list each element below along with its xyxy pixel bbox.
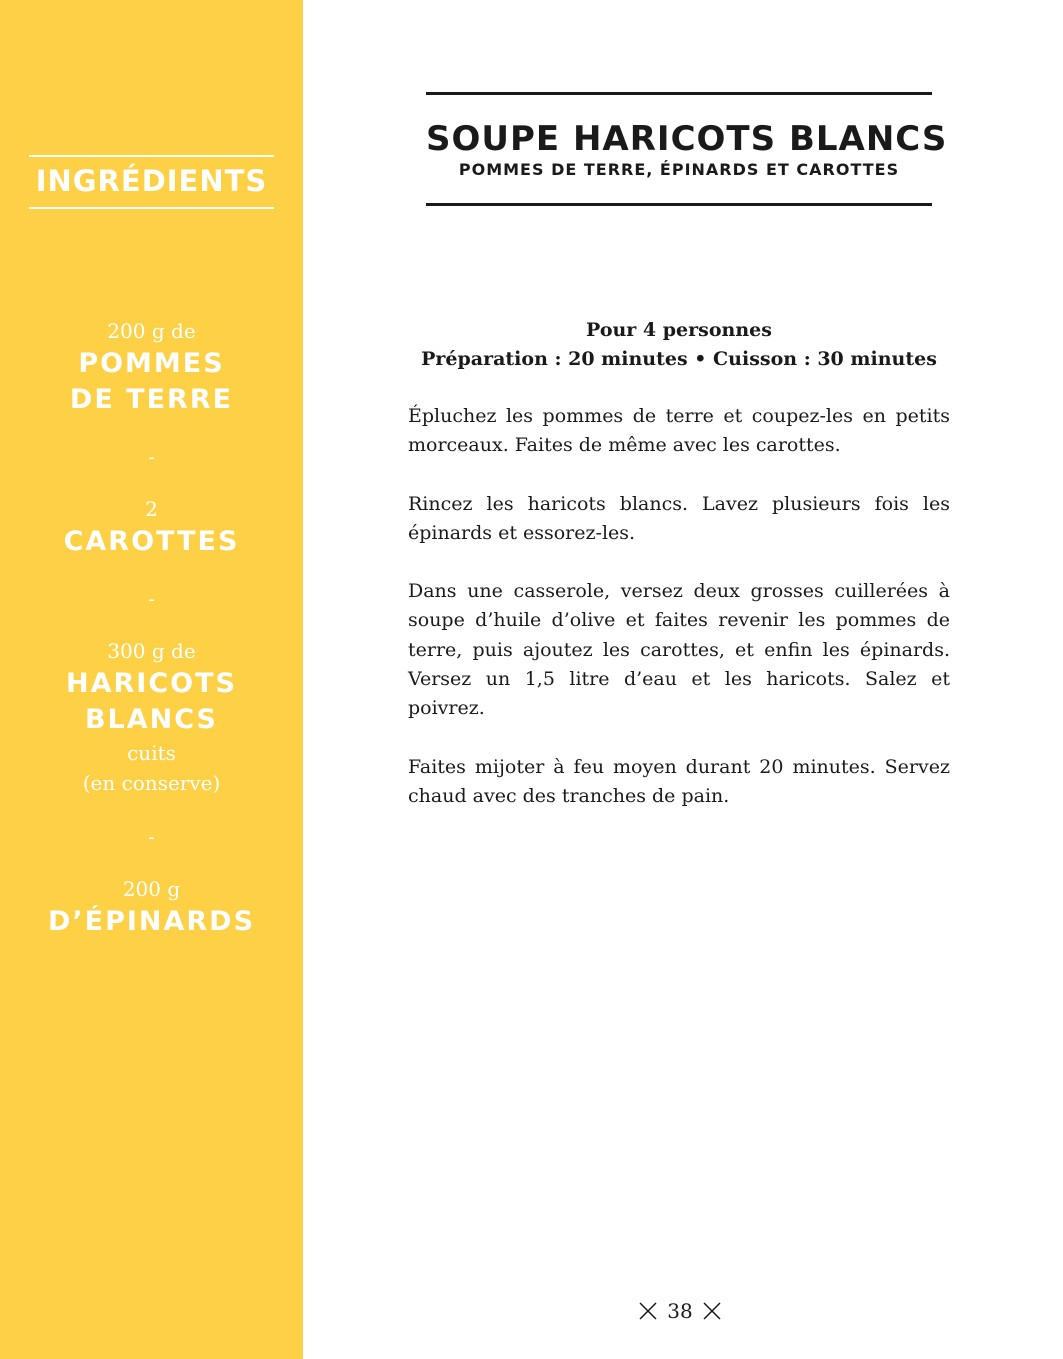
recipe-step: Rincez les haricots blancs. Lavez plusieurs fois les épinards et essorez-les. bbox=[408, 492, 950, 544]
ingredient-separator: - bbox=[148, 589, 155, 610]
ingredient-separator: - bbox=[148, 827, 155, 848]
cross-icon bbox=[703, 1302, 721, 1320]
ingredient-quantity: 300 g de bbox=[107, 639, 196, 663]
ingredient-name: BLANCS bbox=[84, 704, 219, 735]
ingredients-sidebar bbox=[0, 0, 303, 1359]
title-bottom-rule bbox=[426, 203, 932, 206]
ingredient-quantity: 2 bbox=[145, 497, 158, 521]
page-number: 38 bbox=[667, 1299, 693, 1323]
ingredient-name: CAROTTES bbox=[63, 526, 240, 557]
recipe-title: SOUPE HARICOTS BLANCS bbox=[426, 119, 948, 159]
ingredient-quantity: 200 g de bbox=[107, 319, 196, 343]
ingredient-note: (en conserve) bbox=[82, 771, 221, 795]
ingredient-note: cuits bbox=[127, 741, 176, 765]
ingredient-name: HARICOTS bbox=[66, 668, 237, 699]
ingredient-name: DE TERRE bbox=[69, 384, 234, 415]
ingredient-item bbox=[0, 494, 303, 560]
ingredient-separator: - bbox=[148, 447, 155, 468]
recipe-step: Dans une casserole, versez deux grosses cuillerées à soupe d’huile d’olive et faites revenir les pommes de terre, puis ajoutez les carottes, et enfin les épinards. Versez un 1,5 litre d’eau et les haricots. Salez et poivrez. bbox=[408, 580, 950, 720]
timing: Préparation : 20 minutes • Cuisson : 30 minutes bbox=[421, 348, 937, 370]
ingredient-item bbox=[0, 874, 303, 940]
recipe-step: Faites mijoter à feu moyen durant 20 minutes. Servez chaud avec des tranches de pain. bbox=[408, 755, 950, 807]
ingredient-quantity: 200 g bbox=[122, 877, 181, 901]
recipe-title-block bbox=[426, 92, 948, 206]
ingredient-name: D’ÉPINARDS bbox=[47, 906, 256, 937]
page-footer bbox=[630, 1296, 730, 1326]
recipe-step: Épluchez les pommes de terre et coupez-les en petits morceaux. Faites de même avec les carottes. bbox=[408, 405, 950, 457]
ingredient-item bbox=[0, 316, 303, 418]
servings: Pour 4 personnes bbox=[586, 319, 772, 341]
title-top-rule bbox=[426, 92, 932, 95]
cross-icon bbox=[639, 1302, 657, 1320]
ingredients-heading: INGRÉDIENTS bbox=[29, 155, 274, 209]
ingredient-name: POMMES bbox=[78, 348, 225, 379]
recipe-subtitle: POMMES DE TERRE, ÉPINARDS ET CAROTTES bbox=[458, 160, 900, 179]
recipe-meta bbox=[408, 316, 950, 374]
ingredient-item bbox=[0, 636, 303, 798]
ingredients-list bbox=[0, 316, 303, 940]
recipe-steps bbox=[408, 402, 950, 840]
